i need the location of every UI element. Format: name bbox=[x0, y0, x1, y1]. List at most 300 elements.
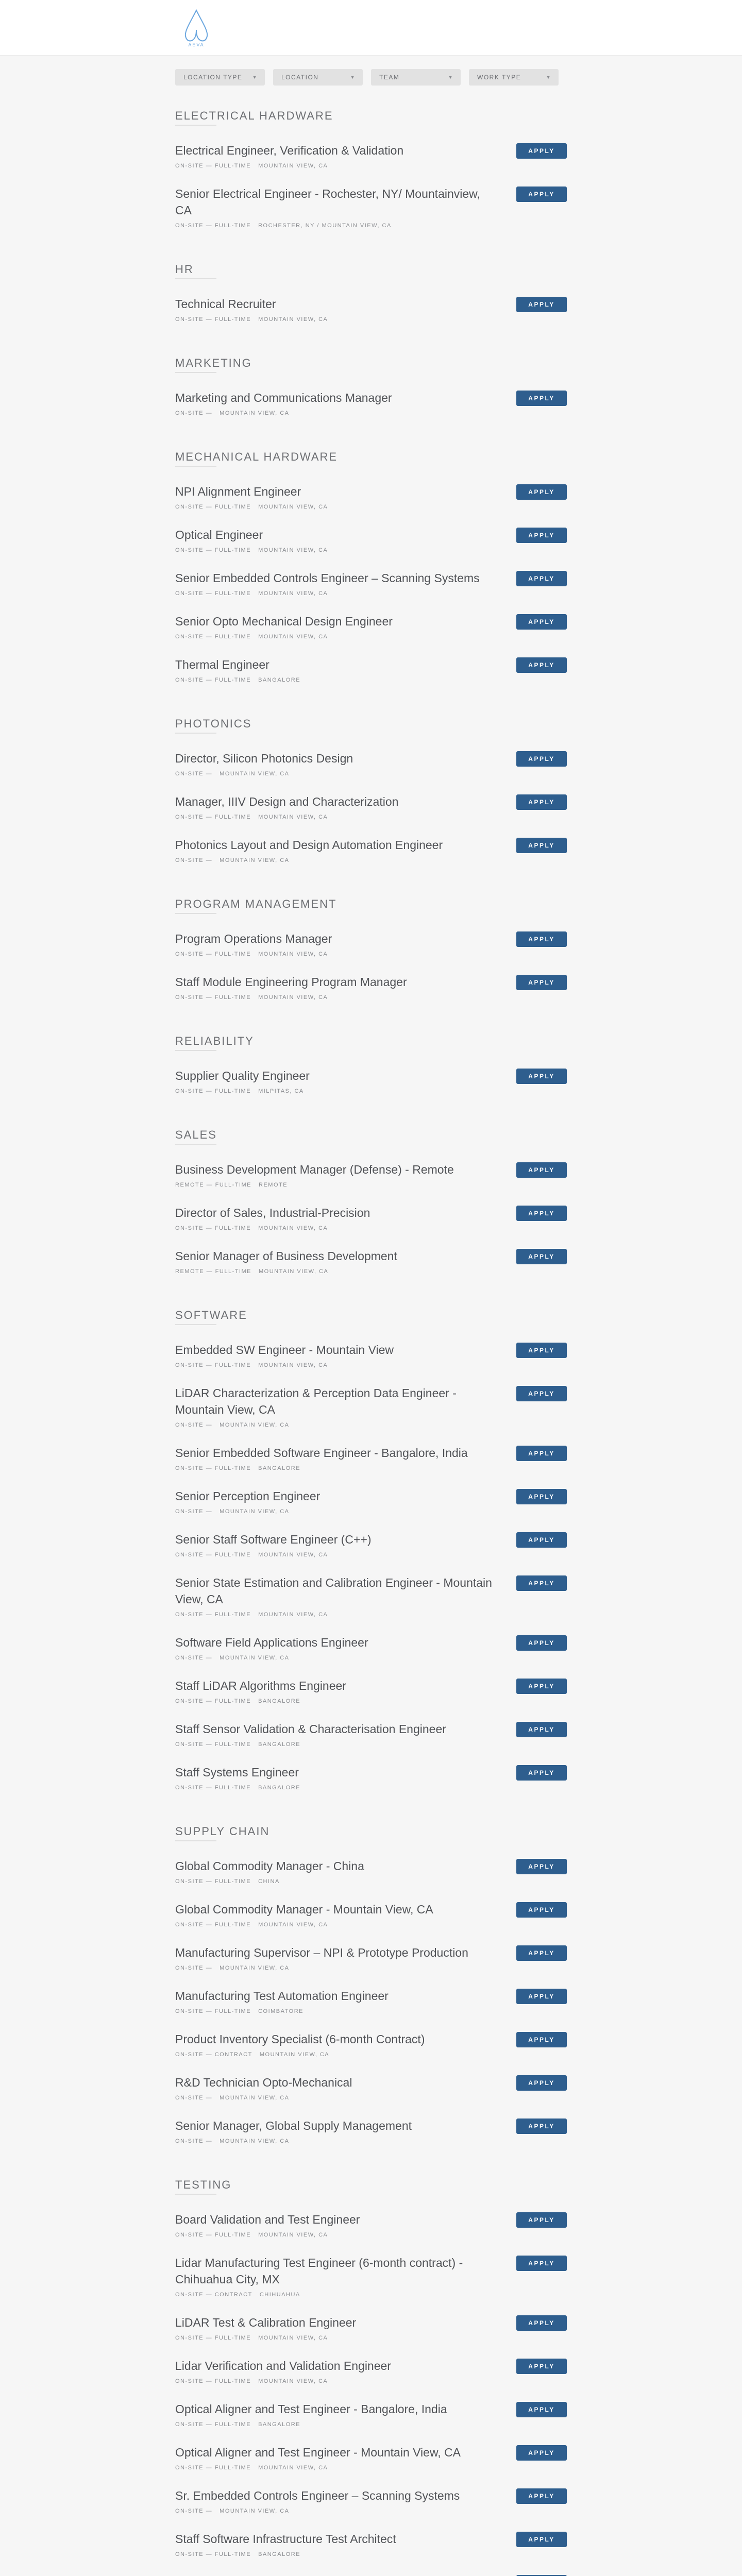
posting-title[interactable]: Staff Module Engineering Program Manager bbox=[175, 975, 407, 989]
posting-row bbox=[175, 1988, 567, 2014]
posting-title[interactable]: Senior Perception Engineer bbox=[175, 1489, 321, 1503]
apply-button[interactable]: APPLY bbox=[516, 1489, 567, 1504]
posting-row bbox=[175, 837, 567, 863]
posting-info bbox=[175, 389, 495, 416]
posting-row bbox=[175, 389, 567, 416]
posting-row bbox=[175, 793, 567, 820]
posting-location: MOUNTAIN VIEW, CA bbox=[258, 1225, 328, 1231]
posting-meta bbox=[175, 1088, 495, 1094]
posting-info bbox=[175, 613, 495, 640]
posting-info bbox=[175, 1677, 495, 1704]
posting-commitment: ON-SITE — FULL-TIME bbox=[175, 2378, 251, 2384]
posting-title[interactable]: Senior Staff Software Engineer (C++) bbox=[175, 1533, 372, 1546]
posting-row bbox=[175, 1634, 567, 1661]
posting-info bbox=[175, 2031, 495, 2058]
posting-location: MOUNTAIN VIEW, CA bbox=[220, 2138, 290, 2144]
posting-row bbox=[175, 2401, 567, 2428]
posting-commitment: ON-SITE — FULL-TIME bbox=[175, 634, 251, 640]
posting-meta bbox=[175, 2008, 495, 2014]
posting-meta bbox=[175, 814, 495, 820]
posting-row bbox=[175, 1721, 567, 1748]
posting-info bbox=[175, 930, 495, 957]
posting-commitment: ON-SITE — FULL-TIME bbox=[175, 814, 251, 820]
posting-row bbox=[175, 2444, 567, 2471]
apply-button[interactable]: APPLY bbox=[516, 2315, 567, 2331]
posting-row bbox=[175, 656, 567, 683]
posting-row bbox=[175, 1901, 567, 1928]
posting-location: ROCHESTER, NY / MOUNTAIN VIEW, CA bbox=[258, 223, 392, 229]
posting-meta bbox=[175, 1922, 495, 1928]
posting-title[interactable]: Senior Opto Mechanical Design Engineer bbox=[175, 615, 393, 628]
posting-location: MOUNTAIN VIEW, CA bbox=[258, 590, 328, 597]
posting-row bbox=[175, 1248, 567, 1275]
posting-info bbox=[175, 1531, 495, 1558]
posting-info bbox=[175, 1248, 495, 1275]
group-title: RELIABILITY bbox=[175, 1035, 254, 1047]
chevron-down-icon: ▼ bbox=[252, 75, 258, 80]
posting-location: MILPITAS, CA bbox=[258, 1088, 304, 1094]
posting-title[interactable]: Sr. Embedded Controls Engineer – Scanning Systems bbox=[175, 2489, 460, 2502]
posting-info bbox=[175, 570, 495, 597]
filter-label: LOCATION TYPE bbox=[183, 74, 243, 81]
apply-button[interactable]: APPLY bbox=[516, 657, 567, 673]
chevron-down-icon: ▼ bbox=[448, 75, 453, 80]
posting-meta bbox=[175, 2421, 495, 2428]
apply-button[interactable]: APPLY bbox=[516, 391, 567, 406]
posting-meta bbox=[175, 163, 495, 169]
posting-commitment: ON-SITE — bbox=[175, 1965, 213, 1971]
posting-info bbox=[175, 837, 495, 863]
posting-commitment: ON-SITE — CONTRACT bbox=[175, 2052, 252, 2058]
page-header bbox=[0, 0, 742, 56]
posting-group bbox=[175, 1291, 567, 1791]
posting-commitment: REMOTE — FULL-TIME bbox=[175, 1182, 252, 1188]
posting-title[interactable]: Staff LiDAR Algorithms Engineer bbox=[175, 1679, 346, 1692]
apply-button[interactable]: APPLY bbox=[516, 2032, 567, 2047]
posting-meta bbox=[175, 677, 495, 683]
posting-info bbox=[175, 2211, 495, 2238]
posting-title[interactable]: Optical Aligner and Test Engineer - Bangalore, India bbox=[175, 2402, 447, 2416]
posting-group bbox=[175, 433, 567, 683]
posting-info bbox=[175, 2531, 495, 2557]
group-divider bbox=[175, 466, 216, 467]
filter-location-type[interactable] bbox=[175, 69, 265, 86]
apply-button[interactable]: APPLY bbox=[516, 1859, 567, 1874]
posting-location: MOUNTAIN VIEW, CA bbox=[259, 1268, 329, 1275]
posting-commitment: ON-SITE — bbox=[175, 2095, 213, 2101]
posting-title[interactable]: Director, Silicon Photonics Design bbox=[175, 752, 353, 765]
apply-button[interactable]: APPLY bbox=[516, 2402, 567, 2417]
apply-button[interactable]: APPLY bbox=[516, 2212, 567, 2228]
posting-title[interactable]: R&D Technician Opto-Mechanical bbox=[175, 2076, 352, 2089]
posting-commitment: ON-SITE — FULL-TIME bbox=[175, 2465, 251, 2471]
posting-location: MOUNTAIN VIEW, CA bbox=[259, 2052, 330, 2058]
posting-title[interactable]: Optical Aligner and Test Engineer - Mountain View, CA bbox=[175, 2446, 461, 2459]
group-divider bbox=[175, 733, 216, 734]
posting-location: MOUNTAIN VIEW, CA bbox=[220, 771, 290, 777]
group-divider bbox=[175, 1324, 216, 1325]
posting-meta bbox=[175, 994, 495, 1001]
posting-meta bbox=[175, 857, 495, 863]
posting-info bbox=[175, 1385, 495, 1428]
apply-button[interactable]: APPLY bbox=[516, 1765, 567, 1781]
posting-row bbox=[175, 1488, 567, 1515]
posting-meta bbox=[175, 634, 495, 640]
apply-button[interactable]: APPLY bbox=[516, 1162, 567, 1178]
posting-title[interactable]: Supplier Quality Engineer bbox=[175, 1069, 310, 1082]
posting-info bbox=[175, 1944, 495, 1971]
posting-info bbox=[175, 1901, 495, 1928]
group-divider bbox=[175, 1840, 216, 1841]
apply-button[interactable]: APPLY bbox=[516, 1722, 567, 1737]
apply-button[interactable]: APPLY bbox=[516, 794, 567, 810]
postings-list bbox=[175, 92, 567, 2576]
posting-title[interactable]: Lidar Manufacturing Test Engineer (6-month contract) - Chihuahua City, MX bbox=[175, 2256, 463, 2286]
apply-button[interactable]: APPLY bbox=[516, 1902, 567, 1918]
posting-meta bbox=[175, 951, 495, 957]
group-divider bbox=[175, 913, 216, 914]
posting-info bbox=[175, 142, 495, 169]
group-title: PHOTONICS bbox=[175, 717, 252, 730]
apply-button[interactable]: APPLY bbox=[516, 1532, 567, 1548]
posting-location: CHIHUAHUA bbox=[259, 2292, 300, 2298]
posting-title[interactable]: Product Inventory Specialist (6-month Contract) bbox=[175, 2032, 425, 2046]
posting-row bbox=[175, 527, 567, 553]
posting-commitment: ON-SITE — FULL-TIME bbox=[175, 590, 251, 597]
posting-meta bbox=[175, 2095, 495, 2101]
posting-meta bbox=[175, 1509, 495, 1515]
posting-meta bbox=[175, 2232, 495, 2238]
posting-row bbox=[175, 142, 567, 169]
posting-title[interactable]: Senior Manager, Global Supply Management bbox=[175, 2119, 412, 2132]
posting-meta bbox=[175, 504, 495, 510]
posting-title[interactable]: Global Commodity Manager - Mountain View, CA bbox=[175, 1903, 433, 1916]
posting-title[interactable]: Staff Software Infrastructure Test Architect bbox=[175, 2532, 396, 2546]
posting-group bbox=[175, 700, 567, 863]
apply-button[interactable]: APPLY bbox=[516, 2075, 567, 2091]
posting-location: MOUNTAIN VIEW, CA bbox=[258, 994, 328, 1001]
posting-info bbox=[175, 483, 495, 510]
posting-info bbox=[175, 1445, 495, 1471]
posting-location: MOUNTAIN VIEW, CA bbox=[258, 1922, 328, 1928]
posting-title[interactable]: LiDAR Test & Calibration Engineer bbox=[175, 2316, 357, 2329]
apply-button[interactable]: APPLY bbox=[516, 838, 567, 853]
posting-location: COIMBATORE bbox=[258, 2008, 303, 2014]
posting-title[interactable]: NPI Alignment Engineer bbox=[175, 485, 301, 498]
group-title: SALES bbox=[175, 1128, 217, 1141]
posting-row bbox=[175, 974, 567, 1001]
posting-title[interactable]: Optical Engineer bbox=[175, 528, 263, 541]
posting-info bbox=[175, 1161, 495, 1188]
apply-button[interactable]: APPLY bbox=[516, 975, 567, 990]
posting-row bbox=[175, 2574, 567, 2576]
aeva-logo-icon[interactable] bbox=[178, 7, 214, 48]
apply-button[interactable]: APPLY bbox=[516, 1386, 567, 1401]
posting-title[interactable]: Senior Embedded Software Engineer - Bangalore, India bbox=[175, 1446, 468, 1460]
posting-meta bbox=[175, 410, 495, 416]
apply-button[interactable]: APPLY bbox=[516, 1249, 567, 1264]
posting-row bbox=[175, 2074, 567, 2101]
posting-info bbox=[175, 750, 495, 777]
posting-location: BANGALORE bbox=[258, 1741, 301, 1748]
apply-button[interactable]: APPLY bbox=[516, 1679, 567, 1694]
posting-row bbox=[175, 483, 567, 510]
posting-location: CHINA bbox=[258, 1878, 280, 1885]
group-divider bbox=[175, 1050, 216, 1051]
posting-info bbox=[175, 2401, 495, 2428]
posting-location: MOUNTAIN VIEW, CA bbox=[258, 814, 328, 820]
posting-meta bbox=[175, 547, 495, 553]
chevron-down-icon: ▼ bbox=[350, 75, 356, 80]
posting-row bbox=[175, 1764, 567, 1791]
apply-button[interactable]: APPLY bbox=[516, 143, 567, 159]
apply-button[interactable]: APPLY bbox=[516, 1635, 567, 1651]
posting-meta bbox=[175, 2335, 495, 2341]
posting-row bbox=[175, 1205, 567, 1231]
posting-group bbox=[175, 1111, 567, 1275]
posting-commitment: ON-SITE — FULL-TIME bbox=[175, 2551, 251, 2557]
posting-location: MOUNTAIN VIEW, CA bbox=[220, 1965, 290, 1971]
posting-group bbox=[175, 880, 567, 1001]
posting-info bbox=[175, 793, 495, 820]
posting-title[interactable]: Global Commodity Manager - China bbox=[175, 1859, 364, 1873]
posting-meta bbox=[175, 1965, 495, 1971]
posting-group bbox=[175, 245, 567, 323]
apply-button[interactable]: APPLY bbox=[516, 2532, 567, 2547]
posting-location: MOUNTAIN VIEW, CA bbox=[220, 1509, 290, 1515]
posting-title[interactable]: Senior Embedded Controls Engineer – Scanning Systems bbox=[175, 571, 480, 585]
posting-meta bbox=[175, 316, 495, 323]
group-title: HR bbox=[175, 263, 194, 276]
posting-commitment: ON-SITE — FULL-TIME bbox=[175, 1741, 251, 1748]
apply-button[interactable]: APPLY bbox=[516, 2488, 567, 2504]
posting-group bbox=[175, 92, 567, 229]
posting-info bbox=[175, 1764, 495, 1791]
posting-commitment: ON-SITE — bbox=[175, 1655, 213, 1661]
apply-button[interactable]: APPLY bbox=[516, 2119, 567, 2134]
posting-info bbox=[175, 2444, 495, 2471]
posting-location: MOUNTAIN VIEW, CA bbox=[258, 634, 328, 640]
posting-row bbox=[175, 750, 567, 777]
posting-row bbox=[175, 613, 567, 640]
posting-info bbox=[175, 2574, 495, 2576]
posting-title[interactable]: Staff Sensor Validation & Characterisation Engineer bbox=[175, 1722, 446, 1736]
posting-info bbox=[175, 1634, 495, 1661]
posting-meta bbox=[175, 1552, 495, 1558]
posting-meta bbox=[175, 1362, 495, 1368]
posting-row bbox=[175, 2117, 567, 2144]
posting-info bbox=[175, 2074, 495, 2101]
posting-info bbox=[175, 2117, 495, 2144]
posting-meta bbox=[175, 2465, 495, 2471]
posting-commitment: ON-SITE — FULL-TIME bbox=[175, 1552, 251, 1558]
logo-text: AEVA bbox=[188, 42, 205, 47]
posting-row bbox=[175, 2211, 567, 2238]
posting-title[interactable]: Technical Recruiter bbox=[175, 297, 276, 311]
posting-location: MOUNTAIN VIEW, CA bbox=[258, 2465, 328, 2471]
posting-title[interactable]: Lidar Verification and Validation Engineer bbox=[175, 2359, 391, 2372]
posting-info bbox=[175, 527, 495, 553]
posting-group bbox=[175, 1017, 567, 1094]
posting-commitment: ON-SITE — FULL-TIME bbox=[175, 951, 251, 957]
posting-info bbox=[175, 2255, 495, 2298]
posting-title[interactable]: Director of Sales, Industrial-Precision bbox=[175, 1206, 370, 1219]
apply-button[interactable]: APPLY bbox=[516, 1575, 567, 1591]
posting-location: BANGALORE bbox=[258, 1785, 301, 1791]
apply-button[interactable]: APPLY bbox=[516, 528, 567, 543]
apply-button[interactable]: APPLY bbox=[516, 484, 567, 500]
posting-title[interactable]: Thermal Engineer bbox=[175, 658, 269, 671]
posting-location: MOUNTAIN VIEW, CA bbox=[258, 951, 328, 957]
posting-location: REMOTE bbox=[259, 1182, 288, 1188]
posting-commitment: ON-SITE — bbox=[175, 2138, 213, 2144]
posting-title[interactable]: Marketing and Communications Manager bbox=[175, 391, 392, 404]
apply-button[interactable]: APPLY bbox=[516, 2256, 567, 2271]
posting-title[interactable]: Business Development Manager (Defense) - Remote bbox=[175, 1163, 454, 1176]
group-title: SUPPLY CHAIN bbox=[175, 1825, 270, 1838]
posting-title[interactable]: Manufacturing Supervisor – NPI & Prototype Production bbox=[175, 1946, 468, 1959]
posting-title[interactable] bbox=[175, 2574, 495, 2576]
posting-commitment: ON-SITE — FULL-TIME bbox=[175, 316, 251, 323]
posting-commitment: ON-SITE — FULL-TIME bbox=[175, 1612, 251, 1618]
posting-info bbox=[175, 1067, 495, 1094]
apply-button[interactable]: APPLY bbox=[516, 614, 567, 630]
posting-title[interactable]: Manufacturing Test Automation Engineer bbox=[175, 1989, 389, 2003]
posting-location: MOUNTAIN VIEW, CA bbox=[220, 410, 290, 416]
posting-commitment: ON-SITE — FULL-TIME bbox=[175, 2232, 251, 2238]
posting-commitment: ON-SITE — FULL-TIME bbox=[175, 2008, 251, 2014]
posting-location: MOUNTAIN VIEW, CA bbox=[258, 2335, 328, 2341]
posting-row bbox=[175, 2531, 567, 2557]
posting-location: MOUNTAIN VIEW, CA bbox=[258, 1362, 328, 1368]
posting-info bbox=[175, 2487, 495, 2514]
posting-row bbox=[175, 1677, 567, 1704]
posting-location: BANGALORE bbox=[258, 1698, 301, 1704]
posting-title[interactable]: Software Field Applications Engineer bbox=[175, 1636, 368, 1649]
posting-location: MOUNTAIN VIEW, CA bbox=[258, 1552, 328, 1558]
posting-title[interactable]: Board Validation and Test Engineer bbox=[175, 2213, 360, 2226]
posting-row bbox=[175, 1342, 567, 1368]
group-title: MARKETING bbox=[175, 357, 252, 369]
posting-commitment: ON-SITE — bbox=[175, 857, 213, 863]
posting-info bbox=[175, 185, 495, 229]
posting-commitment: ON-SITE — FULL-TIME bbox=[175, 1785, 251, 1791]
posting-location: BANGALORE bbox=[258, 2421, 301, 2428]
apply-button[interactable]: APPLY bbox=[516, 931, 567, 947]
posting-commitment: ON-SITE — FULL-TIME bbox=[175, 1922, 251, 1928]
group-divider bbox=[175, 2194, 216, 2195]
apply-button[interactable]: APPLY bbox=[516, 297, 567, 312]
posting-commitment: ON-SITE — FULL-TIME bbox=[175, 1465, 251, 1471]
posting-info bbox=[175, 1574, 495, 1618]
posting-meta bbox=[175, 1182, 495, 1188]
apply-button[interactable]: APPLY bbox=[516, 751, 567, 767]
posting-commitment: ON-SITE — FULL-TIME bbox=[175, 2335, 251, 2341]
apply-button[interactable]: APPLY bbox=[516, 187, 567, 202]
posting-title[interactable]: Senior Manager of Business Development bbox=[175, 1249, 397, 1263]
posting-info bbox=[175, 296, 495, 323]
posting-title[interactable]: Photonics Layout and Design Automation Engineer bbox=[175, 838, 443, 852]
posting-location: MOUNTAIN VIEW, CA bbox=[220, 2508, 290, 2514]
group-divider bbox=[175, 278, 216, 279]
posting-location: MOUNTAIN VIEW, CA bbox=[220, 2095, 290, 2101]
posting-row bbox=[175, 1067, 567, 1094]
group-divider bbox=[175, 125, 216, 126]
apply-button[interactable]: APPLY bbox=[516, 1989, 567, 2004]
chevron-down-icon: ▼ bbox=[546, 75, 551, 80]
apply-button[interactable]: APPLY bbox=[516, 2359, 567, 2374]
posting-location: BANGALORE bbox=[258, 677, 301, 683]
posting-commitment: ON-SITE — FULL-TIME bbox=[175, 994, 251, 1001]
group-title: SOFTWARE bbox=[175, 1309, 247, 1321]
apply-button[interactable]: APPLY bbox=[516, 1206, 567, 1221]
posting-commitment: ON-SITE — FULL-TIME bbox=[175, 1362, 251, 1368]
group-divider bbox=[175, 372, 216, 373]
posting-location: MOUNTAIN VIEW, CA bbox=[258, 163, 328, 169]
group-title: PROGRAM MANAGEMENT bbox=[175, 897, 337, 910]
posting-title[interactable]: Embedded SW Engineer - Mountain View bbox=[175, 1343, 394, 1357]
posting-title[interactable]: Staff Systems Engineer bbox=[175, 1766, 299, 1779]
posting-title[interactable]: LiDAR Characterization & Perception Data Engineer - Mountain View, CA bbox=[175, 1386, 457, 1416]
apply-button[interactable]: APPLY bbox=[516, 571, 567, 586]
posting-commitment: ON-SITE — FULL-TIME bbox=[175, 1225, 251, 1231]
posting-row bbox=[175, 930, 567, 957]
posting-commitment: ON-SITE — bbox=[175, 1422, 213, 1428]
filter-team[interactable] bbox=[371, 69, 461, 86]
posting-row bbox=[175, 1574, 567, 1618]
posting-row bbox=[175, 1944, 567, 1971]
posting-location: MOUNTAIN VIEW, CA bbox=[220, 857, 290, 863]
apply-button[interactable]: APPLY bbox=[516, 2445, 567, 2461]
posting-row bbox=[175, 1858, 567, 1885]
posting-row bbox=[175, 1161, 567, 1188]
posting-info bbox=[175, 974, 495, 1001]
posting-commitment: ON-SITE — FULL-TIME bbox=[175, 677, 251, 683]
posting-location: MOUNTAIN VIEW, CA bbox=[258, 504, 328, 510]
posting-info bbox=[175, 1721, 495, 1748]
filter-work-type[interactable] bbox=[469, 69, 559, 86]
filter-location[interactable] bbox=[273, 69, 363, 86]
posting-location: MOUNTAIN VIEW, CA bbox=[258, 547, 328, 553]
posting-info bbox=[175, 1858, 495, 1885]
posting-location: MOUNTAIN VIEW, CA bbox=[258, 316, 328, 323]
posting-info bbox=[175, 2358, 495, 2384]
posting-commitment: ON-SITE — FULL-TIME bbox=[175, 547, 251, 553]
posting-location: MOUNTAIN VIEW, CA bbox=[220, 1422, 290, 1428]
group-divider bbox=[175, 1144, 216, 1145]
posting-group bbox=[175, 339, 567, 416]
apply-button[interactable]: APPLY bbox=[516, 1069, 567, 1084]
posting-group bbox=[175, 1807, 567, 2144]
posting-meta bbox=[175, 1465, 495, 1471]
posting-title[interactable]: Program Operations Manager bbox=[175, 932, 332, 945]
posting-meta bbox=[175, 2052, 495, 2058]
posting-meta bbox=[175, 2551, 495, 2557]
group-title: ELECTRICAL HARDWARE bbox=[175, 109, 333, 122]
posting-title[interactable]: Senior State Estimation and Calibration Engineer - Mountain View, CA bbox=[175, 1576, 492, 1606]
filter-label: TEAM bbox=[379, 74, 400, 81]
posting-title[interactable]: Electrical Engineer, Verification & Validation bbox=[175, 144, 404, 157]
posting-commitment: ON-SITE — FULL-TIME bbox=[175, 163, 251, 169]
filter-bar bbox=[175, 56, 567, 92]
apply-button[interactable]: APPLY bbox=[516, 1343, 567, 1358]
apply-button[interactable]: APPLY bbox=[516, 1446, 567, 1461]
posting-title[interactable]: Manager, IIIV Design and Characterization bbox=[175, 795, 399, 808]
apply-button[interactable]: APPLY bbox=[516, 1945, 567, 1961]
posting-title[interactable]: Senior Electrical Engineer - Rochester, NY/ Mountainview, CA bbox=[175, 187, 480, 217]
posting-meta bbox=[175, 2378, 495, 2384]
group-title: TESTING bbox=[175, 2178, 232, 2191]
